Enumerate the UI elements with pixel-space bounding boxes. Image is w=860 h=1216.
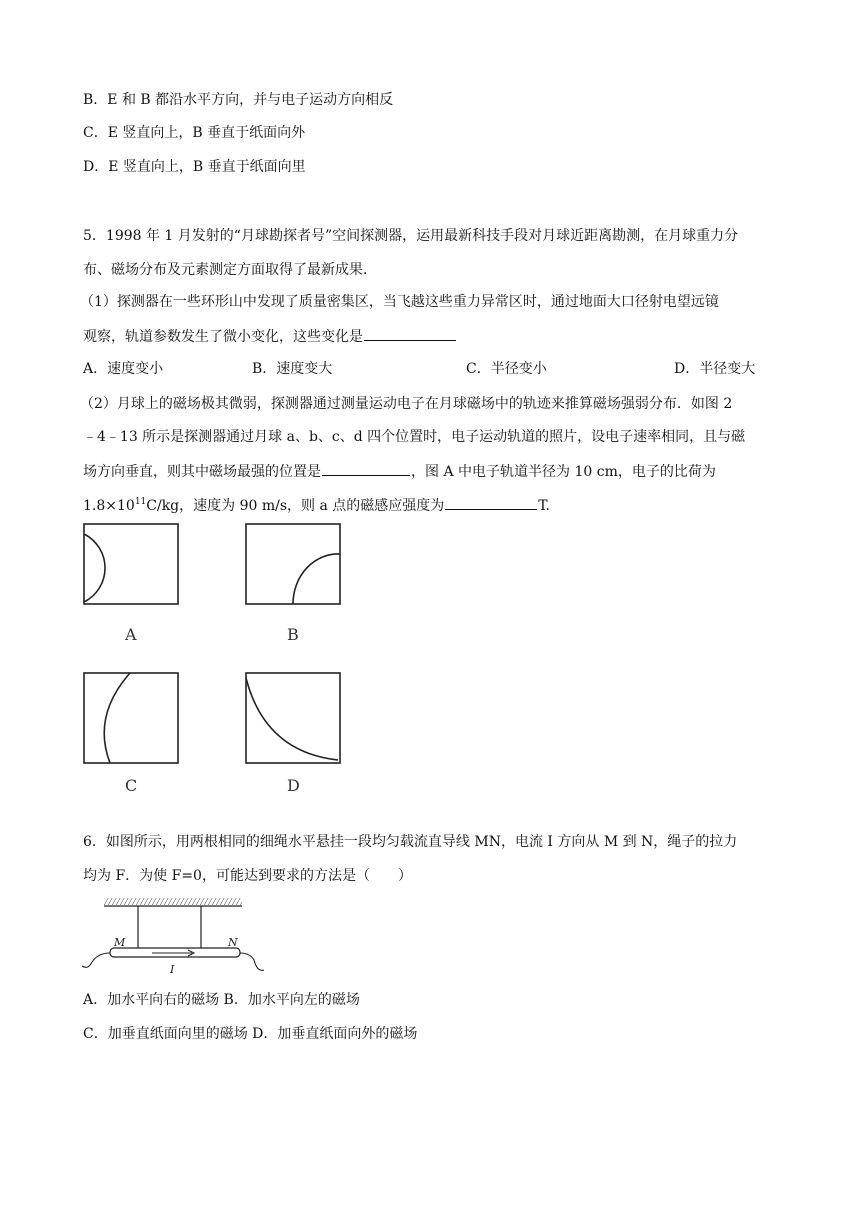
- q5-option-b: B．速度变大: [252, 361, 333, 377]
- label-current: I: [170, 963, 175, 976]
- answer-blank-1[interactable]: [364, 326, 456, 341]
- figure-label-b: B: [287, 625, 299, 644]
- hanging-wire-figure: [80, 898, 265, 980]
- q6-options-line1: A．加水平向右的磁场 B．加水平向左的磁场: [83, 992, 360, 1008]
- q5-part2-line3-b: ，图 A 中电子轨道半径为 10 cm，电子的比荷为: [411, 464, 716, 480]
- q5-part1-line1: （1）探测器在一些环形山中发现了质量密集区，当飞越这些重力异常区时，通过地面大口径射电望远镜: [80, 294, 719, 310]
- q5-stem-line2: 布、磁场分布及元素测定方面取得了最新成果．: [83, 262, 377, 278]
- q5-ratio-exponent: 11: [134, 497, 147, 507]
- q5-option-a: A．速度变小: [83, 361, 164, 377]
- q6-stem-line1: 6．如图所示，用两根相同的细绳水平悬挂一段均匀载流直导线 MN，电流 I 方向从 M 到 N，绳子的拉力: [83, 834, 738, 850]
- figure-label-d: D: [287, 776, 300, 795]
- label-m: M: [114, 936, 126, 949]
- electron-track-figure: [82, 520, 344, 795]
- q5-part2-line4-c: T.: [538, 498, 551, 514]
- figure-label-c: C: [125, 776, 138, 795]
- q5-part2-line4: [83, 495, 550, 516]
- q6-stem-line2: 均为 F．为使 F=0，可能达到要求的方法是（ ）: [83, 868, 412, 884]
- q4-option-d: D．E 竖直向上，B 垂直于纸面向里: [83, 159, 306, 175]
- answer-blank-2[interactable]: [322, 461, 410, 476]
- track-photo-d: [246, 673, 340, 795]
- q5-part2-line1: （2）月球上的磁场极其微弱，探测器通过测量运动电子在月球磁场中的轨迹来推算磁场强弱分布．如图 2: [80, 396, 733, 412]
- ceiling-hatch: [104, 898, 242, 905]
- track-photo-b: [246, 524, 340, 644]
- q5-part2-line3-a: 场方向垂直，则其中磁场最强的位置是: [83, 464, 321, 480]
- track-photo-a: [84, 524, 178, 644]
- q5-option-c: C．半径变小: [466, 361, 547, 377]
- q5-part1-line2: [83, 326, 457, 347]
- q5-part2-line3: [83, 461, 716, 482]
- q5-part2-line4-b: C/kg，速度为 90 m/s，则 a 点的磁感应强度为: [146, 498, 445, 514]
- figure-label-a: A: [125, 625, 137, 644]
- label-n: N: [228, 936, 238, 949]
- q5-stem-line1: 5．1998 年 1 月发射的“月球勘探者号”空间探测器，运用最新科技手段对月球近距离勘测，在月球重力分: [83, 228, 739, 244]
- q5-part2-line2: ﹣4﹣13 所示是探测器通过月球 a、b、c、d 四个位置时，电子运动轨道的照片，设电子速率相同，且与磁: [83, 429, 746, 445]
- q4-option-c: C．E 竖直向上，B 垂直于纸面向外: [83, 125, 306, 141]
- q5-part1-text: 观察，轨道参数发生了微小变化，这些变化是: [83, 329, 363, 345]
- track-photo-c: [84, 673, 178, 795]
- q5-option-d: D．半径变大: [674, 361, 756, 377]
- answer-blank-3[interactable]: [445, 495, 537, 510]
- q6-options-line2: C．加垂直纸面向里的磁场 D．加垂直纸面向外的磁场: [83, 1026, 418, 1042]
- q4-option-b: B．E 和 B 都沿水平方向，并与电子运动方向相反: [83, 92, 394, 108]
- q5-ratio-base: 1.8×10: [83, 498, 135, 514]
